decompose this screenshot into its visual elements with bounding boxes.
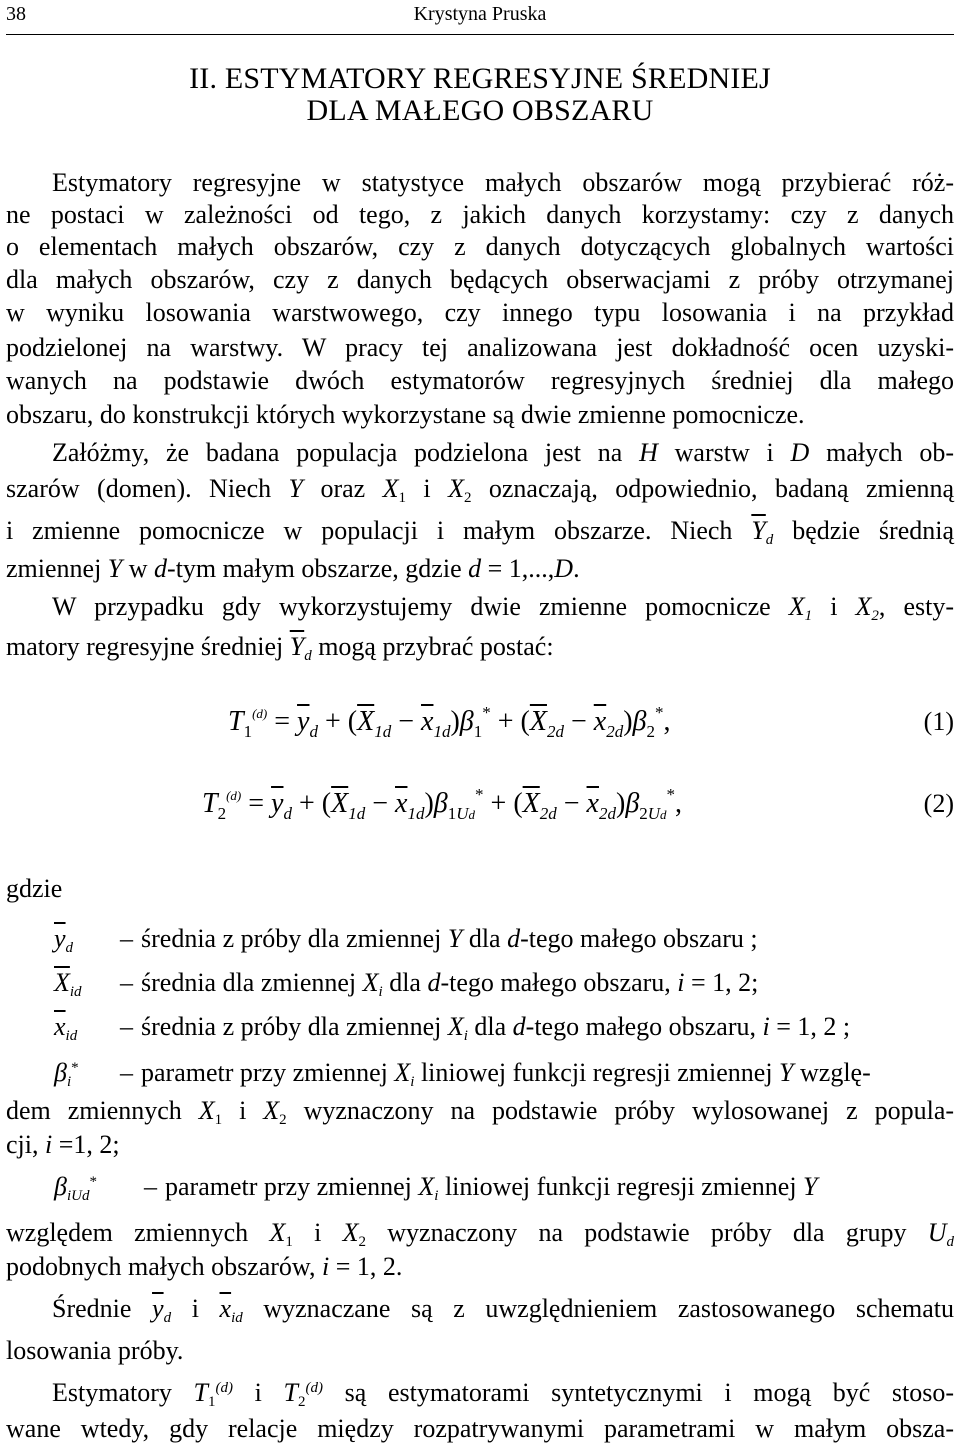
equation-2-number: (2) [923,789,954,818]
intro-line-6: podzielonej na warstwy. W pracy tej analizowana jest dokładność ocen uzyski- [6,333,954,362]
def-X-bar: $\overline{X}_{id}$ – średnia dla zmiennej $X_i$ dla d-tego małego obszaru, i = 1, 2; [54,968,759,1000]
intro-line-7: wanych na podstawie dwóch estymatorów regresyjnych średniej dla małego [6,366,954,395]
def-beta-U-line-3: podobnych małych obszarów, i = 1, 2. [6,1252,403,1281]
intro-line-3: o elementach małych obszarów, czy z danych dotyczących globalnych wartości [6,232,954,261]
assume-line-2: szarów (domen). Niech Y oraz $X_1$ i $X_2$ oznaczają, odpowiednio, badaną zmienną [6,474,955,506]
twoaux-line-1: W przypadku gdy wykorzystujemy dwie zmienne pomocnicze $X_1$ i $X_2$, esty- [52,592,955,624]
equation-2: $T_2^{(d)} = \overline{y}_d + (\overline{X}_{1d} - \overline{x}_{1d})\beta_{1Ud}^* + (\overline{X}_{2d} - \overline{x}_{2d})\beta_{2Ud}^*$, [202,785,683,823]
assume-line-4: zmiennej Y w d-tym małym obszarze, gdzie d = 1,...,D. [6,554,580,583]
def-beta: $\beta_i^*$ – parametr przy zmiennej $X_i$ liniowej funkcji regresji zmiennej Y wzglę- [54,1058,871,1090]
equation-1: $T_1^{(d)} = \overline{y}_d + (\overline{X}_{1d} - \overline{x}_{1d})\beta_1^* + (\overline{X}_{2d} - \overline{x}_{2d})\beta_2^*$, [228,703,671,741]
intro-line-8: obszaru, do konstrukcji których wykorzystane są dwie zmienne pomocnicze. [6,400,805,429]
intro-line-2: ne postaci w zależności od tego, z jakich danych korzystamy: czy z danych [6,200,954,229]
def-beta-U: $\beta_{iUd}^*$ – parametr przy zmiennej $X_i$ liniowej funkcji regresji zmiennej Y [54,1172,818,1204]
section-title-line1: II. ESTYMATORY REGRESYJNE ŚREDNIEJ [189,62,771,95]
header-rule [6,34,954,35]
def-y-bar: $\overline{y}_d$ – średnia z próby dla zmiennej Y dla d-tego małego obszaru ; [54,924,758,956]
author-name: Krystyna Pruska [413,3,547,25]
assume-line-1: Załóżmy, że badana populacja podzielona jest na H warstw i D małych ob- [52,438,955,467]
assume-line-3: i zmienne pomocnicze w populacji i małym obszarze. Niech $\overline{Y}_d$ będzie średnią [6,516,954,548]
def-beta-line-2: dem zmiennych $X_1$ i $X_2$ wyznaczony na podstawie próby wylosowanej z popula- [6,1096,955,1128]
def-beta-line-3: cji, i =1, 2; [6,1130,120,1159]
running-header [6,0,954,36]
def-beta-U-line-2: względem zmiennych $X_1$ i $X_2$ wyznaczony na podstawie próby dla grupy $U_d$ [6,1218,955,1250]
estimators-line-1: Estymatory $T_1^{(d)}$ i $T_2^{(d)}$ są estymatorami syntetycznymi i mogą być stoso- [52,1378,955,1410]
estimators-line-2: wane wtedy, gdy relacje między rozpatrywanymi parametrami w małym obsza- [6,1414,954,1443]
means-line-2: losowania próby. [6,1336,184,1365]
twoaux-line-2: matory regresyjne średniej $\overline{Y}_d$ mogą przybrać postać: [6,632,554,664]
where-label: gdzie [6,874,63,903]
intro-line-4: dla małych obszarów, czy z danych będących obserwacjami z próby otrzymanej [6,265,954,294]
intro-line-1: Estymatory regresyjne w statystyce małych obszarów mogą przybierać róż- [52,168,954,197]
page-number: 38 [6,3,26,25]
intro-line-5: w wyniku losowania warstwowego, czy innego typu losowania i na przykład [6,298,954,327]
equation-1-number: (1) [923,707,954,736]
section-title-line2: DLA MAŁEGO OBSZARU [306,94,654,127]
means-line-1: Średnie $\overline{y}_d$ i $\overline{x}_{id}$ wyznaczane są z uwzględnieniem zastosowanego schematu [52,1294,955,1326]
def-x-bar: $\overline{x}_{id}$ – średnia z próby dla zmiennej $X_i$ dla d-tego małego obszaru, i = 1, 2 ; [54,1012,851,1044]
